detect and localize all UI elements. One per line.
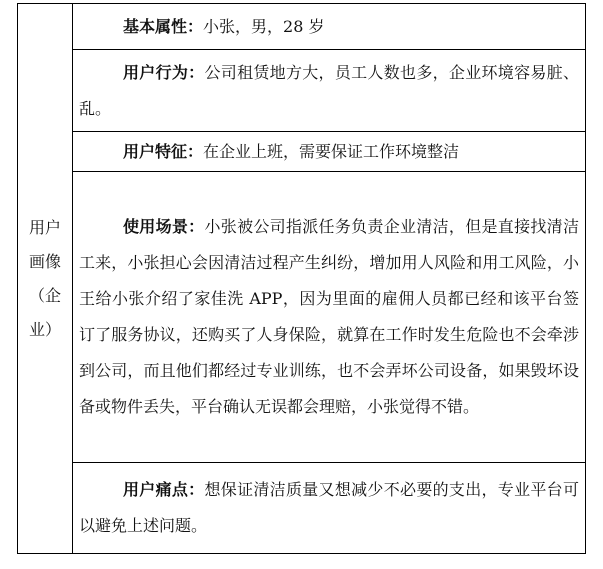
row-label: 基本属性：	[123, 16, 204, 36]
usage-scenario-cell	[73, 172, 586, 463]
row-text: 公司租赁地方大，员工人数也多，企业环境容易脏、乱。	[79, 62, 579, 118]
user-behavior-cell	[73, 50, 586, 132]
user-traits-cell	[73, 132, 586, 172]
row-text: 小张，男，28 岁	[203, 16, 325, 36]
persona-table	[17, 3, 586, 554]
row-label: 用户行为：	[123, 62, 205, 82]
row-label: 用户痛点：	[123, 479, 205, 499]
row-text: 在企业上班，需要保证工作环境整洁	[203, 141, 460, 161]
row-text: 小张被公司指派任务负责企业清洁，但是直接找清洁工来，小张担心会因清洁过程产生纠纷，增加用人风险和用工风险，小王给小张介绍了家佳洗 APP，因为里面的雇佣人员都已经和该平台签订了服务协议，还购买了人身保险，就算在工作时发生危险也不会牵涉到公司，而且他们都经过专业训练，也不会弄坏公司设备，如果毁坏设备或物件丢失，平台确认无误都会理赔，小张觉得不错。	[79, 217, 579, 417]
row-label: 使用场景：	[123, 217, 205, 237]
row-text: 想保证清洁质量又想减少不必要的支出，专业平台可以避免上述问题。	[79, 479, 579, 535]
table-row	[18, 50, 586, 132]
table-row	[18, 132, 586, 172]
basic-attributes-cell	[73, 4, 586, 50]
table-row	[18, 462, 586, 553]
persona-title-line: （企	[28, 285, 61, 305]
persona-title-line: 画像	[28, 251, 61, 271]
persona-title-line: 用户	[28, 217, 61, 237]
persona-title-cell	[18, 4, 73, 554]
table-row	[18, 4, 586, 50]
table-row	[18, 172, 586, 463]
pain-points-cell	[73, 462, 586, 553]
persona-title-line: 业）	[28, 319, 61, 339]
row-label: 用户特征：	[123, 141, 204, 161]
